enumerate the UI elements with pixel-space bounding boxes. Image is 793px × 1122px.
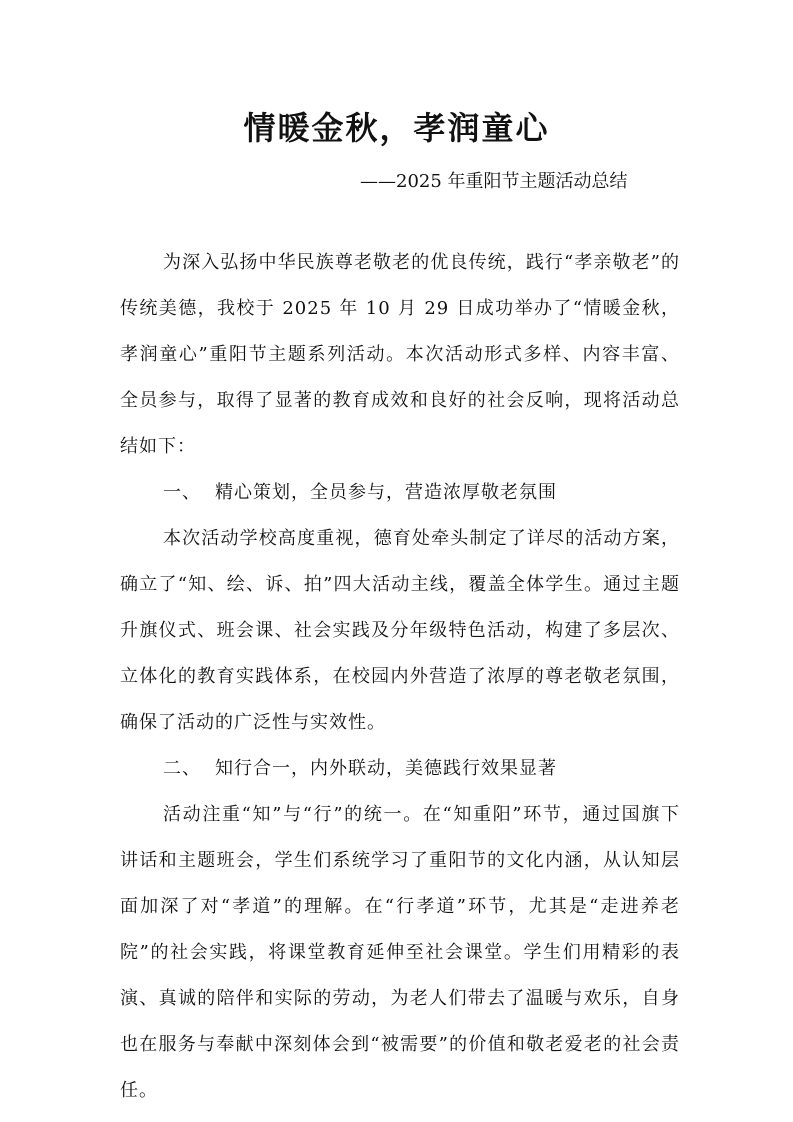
document-title: 情暖金秋，孝润童心	[243, 109, 550, 147]
section-number-2: 二、	[163, 758, 201, 779]
intro-paragraph: 为深入弘扬中华民族尊老敬老的优良传统，践行“孝亲敬老”的传统美德，我校于 2025 年 10 月 29 日成功举办了“情暖金秋，孝润童心”重阳节主题系列活动。本次活动形式多样、内容丰富、全员参与，取得了显著的教育成效和良好的社会反响，现将活动总结如下：	[120, 252, 680, 457]
section-number-1: 一、	[163, 482, 201, 503]
document-subtitle: ——2025 年重阳节主题活动总结	[360, 171, 628, 192]
section-heading-2	[120, 746, 680, 792]
section-heading-text-2: 知行合一，内外联动，美德践行效果显著	[215, 758, 557, 779]
document-body	[120, 240, 680, 1114]
section-heading-text-1: 精心策划，全员参与，营造浓厚敬老氛围	[215, 482, 557, 503]
section-paragraph-1: 本次活动学校高度重视，德育处牵头制定了详尽的活动方案，确立了“知、绘、诉、拍”四大活动主线，覆盖全体学生。通过主题升旗仪式、班会课、社会实践及分年级特色活动，构建了多层次、立体化的教育实践体系，在校园内外营造了浓厚的尊老敬老氛围，确保了活动的广泛性与实效性。	[120, 528, 680, 733]
section-paragraph-2: 活动注重“知”与“行”的统一。在“知重阳”环节，通过国旗下讲话和主题班会，学生们系统学习了重阳节的文化内涵，从认知层面加深了对“孝道”的理解。在“行孝道”环节，尤其是“走进养老院”的社会实践，将课堂教育延伸至社会课堂。学生们用精彩的表演、真诚的陪伴和实际的劳动，为老人们带去了温暖与欢乐，自身也在服务与奉献中深刻体会到“被需要”的价值和敬老爱老的社会责任。	[120, 804, 680, 1101]
section-heading-1	[120, 470, 680, 516]
